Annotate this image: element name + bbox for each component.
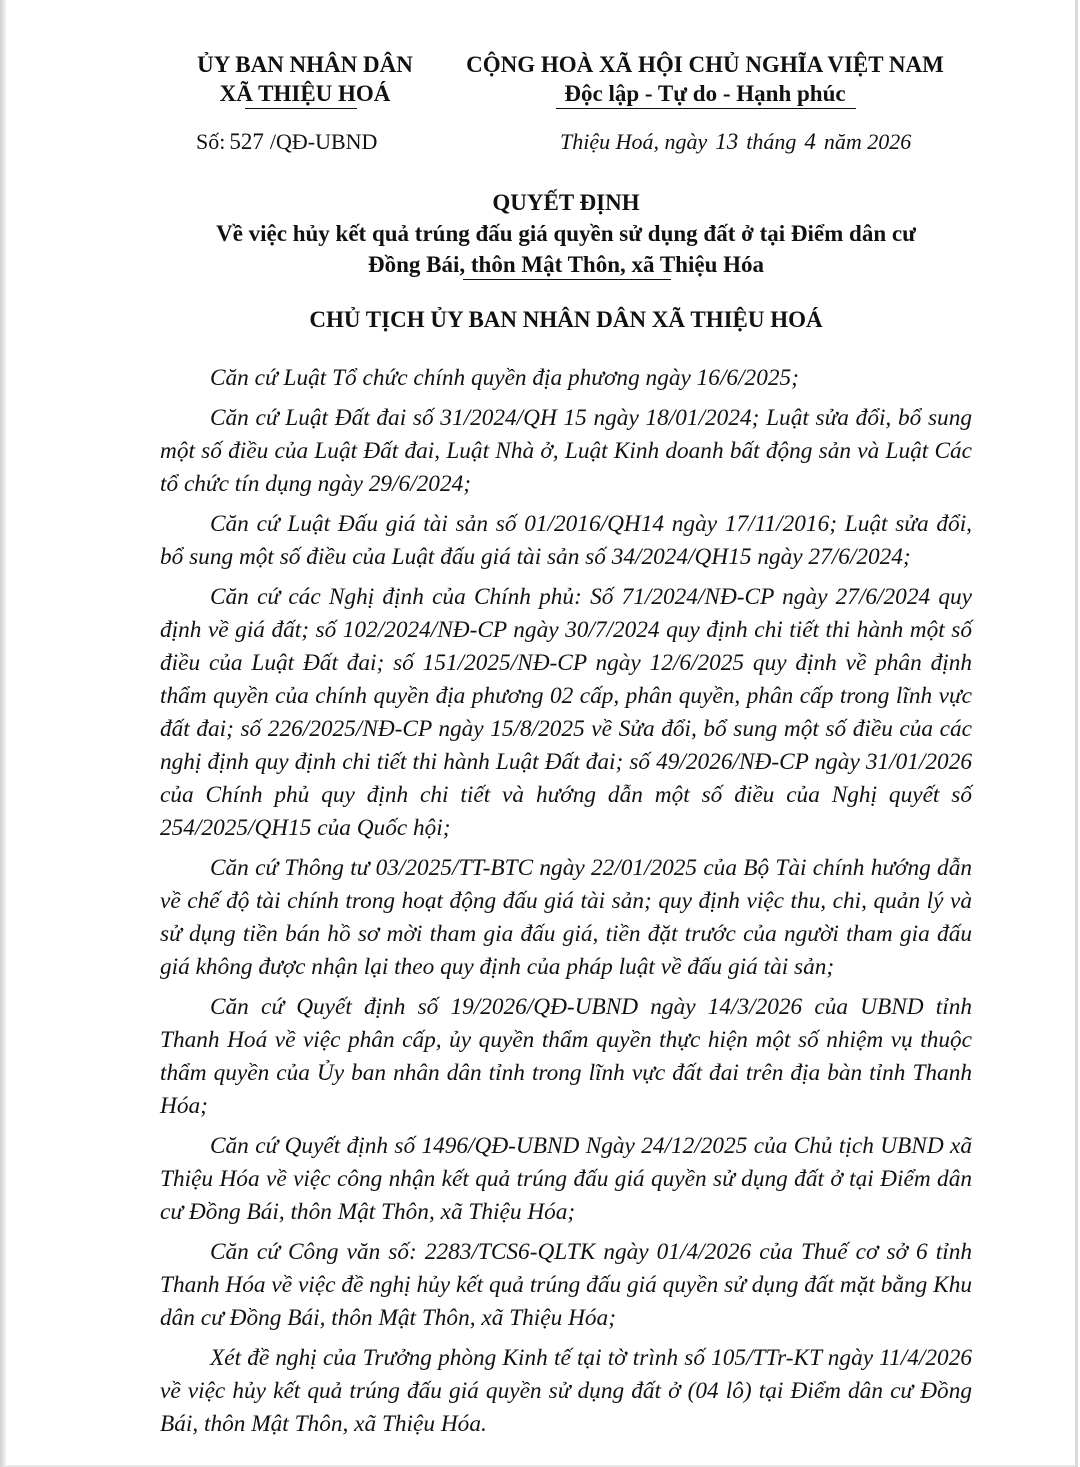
proposal-paragraph: Xét đề nghị của Trưởng phòng Kinh tế tại tờ trình số 105/TTr-KT ngày 11/4/2026 về việc hủy kết quả trúng đấu giá quyền sử dụng đất ở (04 lô) tại Điểm dân cư Đồng Bái, thôn Mật Thôn, xã Thiệu Hóa.: [160, 1345, 972, 1437]
national-motto: [440, 50, 970, 108]
legal-basis-paragraph: Căn cứ Luật Tổ chức chính quyền địa phương ngày 16/6/2025;: [210, 365, 799, 391]
document-body: [160, 362, 972, 1448]
legal-basis-paragraph: Căn cứ Luật Đất đai số 31/2024/QH 15 ngày 18/01/2024; Luật sửa đổi, bổ sung một số điều của Luật Đất đai, Luật Nhà ở, Luật Kinh doanh bất động sản và Luật Các tổ chức tín dụng ngày 29/6/2024;: [160, 405, 972, 497]
subtitle-line-2: Đồng Bái, thôn Mật Thôn, xã Thiệu Hóa: [368, 252, 764, 277]
number-value: 527: [229, 129, 264, 154]
number-suffix: /QĐ-UBND: [269, 129, 378, 154]
document-title: QUYẾT ĐỊNH: [492, 190, 640, 215]
agency-line-2: XÃ THIỆU HOÁ: [219, 81, 391, 106]
motto-underline: [556, 108, 856, 109]
document-number: [196, 127, 377, 157]
legal-basis-paragraph: Căn cứ Thông tư 03/2025/TT-BTC ngày 22/01/2025 của Bộ Tài chính hướng dẫn về chế độ tài chính trong hoạt động đấu giá tài sản; quy định việc thu, chi, quản lý và sử dụng tiền bán hồ sơ mời tham gia đấu giá, tiền đặt trước của người tham gia đấu giá không được nhận lại theo quy định của pháp luật về đấu giá tài sản;: [160, 855, 972, 980]
country-name: CỘNG HOÀ XÃ HỘI CHỦ NGHĨA VIỆT NAM: [466, 52, 944, 77]
subtitle-line-1: Về việc hủy kết quả trúng đấu giá quyền sử dụng đất ở tại Điểm dân cư: [216, 221, 916, 246]
document-date: [560, 127, 911, 157]
date-month-label: tháng: [746, 129, 797, 154]
number-prefix: Số:: [196, 129, 226, 154]
document-subtitle: [160, 218, 972, 280]
motto: Độc lập - Tự do - Hạnh phúc: [564, 81, 846, 106]
legal-basis-paragraph: Căn cứ các Nghị định của Chính phủ: Số 71/2024/NĐ-CP ngày 27/6/2024 quy định về giá đất; số 102/2024/NĐ-CP ngày 30/7/2024 quy định chi tiết thi hành một số điều của Luật Đất đai; số 151/2025/NĐ-CP ngày 12/6/2025 quy định về phân định thẩm quyền của chính quyền địa phương 02 cấp, phân quyền, phân cấp trong lĩnh vực đất đai; số 226/2025/NĐ-CP ngày 15/8/2025 về Sửa đổi, bổ sung một số điều của các nghị định quy định chi tiết thi hành Luật Đất đai; số 49/2026/NĐ-CP ngày 31/01/2026 của Chính phủ quy định chi tiết và hướng dẫn một số điều của Nghị quyết số 254/2025/QH15 của Quốc hội;: [160, 584, 972, 841]
date-month: 4: [804, 129, 816, 154]
legal-basis-paragraph: Căn cứ Quyết định số 1496/QĐ-UBND Ngày 24/12/2025 của Chủ tịch UBND xã Thiệu Hóa về việc công nhận kết quả trúng đấu giá quyền sử dụng đất ở tại Điểm dân cư Đồng Bái, thôn Mật Thôn, xã Thiệu Hóa;: [160, 1133, 972, 1225]
authority-heading: CHỦ TỊCH ỦY BAN NHÂN DÂN XÃ THIỆU HOÁ: [309, 307, 823, 332]
legal-basis-paragraph: Căn cứ Luật Đấu giá tài sản số 01/2016/QH14 ngày 17/11/2016; Luật sửa đổi, bổ sung một số điều của Luật đấu giá tài sản số 34/2024/QH15 ngày 27/6/2024;: [160, 511, 972, 570]
date-year: năm 2026: [823, 129, 912, 154]
issuing-agency: [160, 50, 450, 108]
date-place-prefix: Thiệu Hoá, ngày: [560, 129, 708, 154]
agency-line-1: ỦY BAN NHÂN DÂN: [197, 52, 413, 77]
legal-basis-paragraph: Căn cứ Công văn số: 2283/TCS6-QLTK ngày 01/4/2026 của Thuế cơ sở 6 tỉnh Thanh Hóa về việc đề nghị hủy kết quả trúng đấu giá quyền sử dụng đất mặt bằng Khu dân cư Đồng Bái, thôn Mật Thôn, xã Thiệu Hóa;: [160, 1239, 972, 1331]
legal-basis-paragraph: Căn cứ Quyết định số 19/2026/QĐ-UBND ngày 14/3/2026 của UBND tỉnh Thanh Hoá về việc phân cấp, ủy quyền thẩm quyền thực hiện một số nhiệm vụ thuộc thẩm quyền của Ủy ban nhân dân tỉnh trong lĩnh vực đất đai trên địa bàn tỉnh Thanh Hóa;: [160, 994, 972, 1119]
subtitle-underline: [463, 279, 671, 280]
agency-underline: [245, 108, 357, 109]
date-day: 13: [715, 129, 739, 154]
